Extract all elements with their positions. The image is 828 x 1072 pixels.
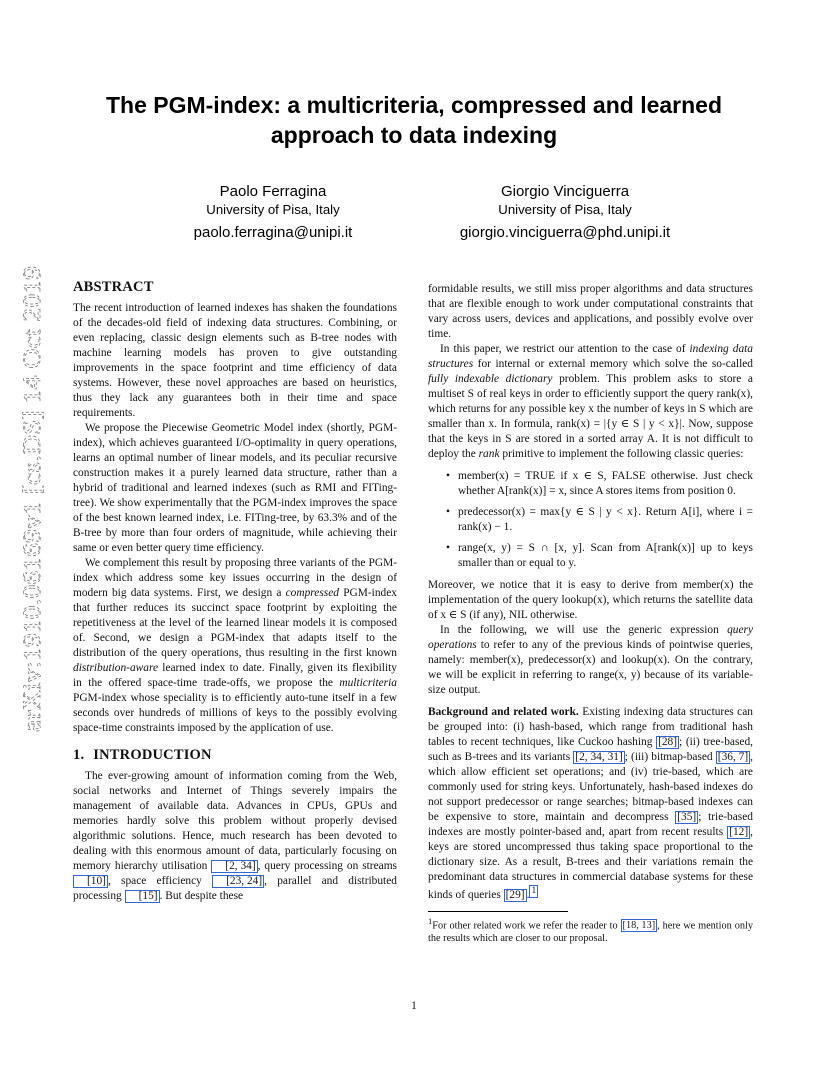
author-name: Paolo Ferragina: [219, 183, 327, 200]
title-line-1: The PGM-index: a multicriteria, compressed and learned: [105, 92, 723, 118]
introduction-heading: 1. INTRODUCTION: [73, 747, 212, 763]
body-paragraph-query-operations: In the following, we will use the generic expression query operations to refer to any of the previous kinds of pointwise queries, namely: member(x), predecessor(x) and lookup(x). On the contrary, we will be explicit in referring to range(x, y) because of its variable-size output.: [428, 624, 753, 696]
body-paragraph-lookup: Moreover, we notice that it is easy to derive from member(x) the implementation of the query lookup(x), which returns the satellite data of x ∈ S (if any), NIL otherwise.: [428, 579, 753, 621]
title-line-2: approach to data indexing: [270, 122, 558, 148]
paper-title: [60, 90, 768, 150]
right-column: [428, 282, 753, 945]
abstract-heading: ABSTRACT: [73, 279, 154, 295]
abstract-paragraph-3: We complement this result by proposing three variants of the PGM-index which address some key issues occurring in the design of modern big data systems. First, we design a compressed PGM-index that further reduces its succinct space footprint by exploiting the repetitiveness at the level of the learned linear models it is composed of. Second, we design a PGM-index that adapts itself to the distribution of the query operations, thus resulting in the first known distribution-aware learned index to date. Finally, given its flexibility in the offered space-time trade-offs, we propose the multicriteria PGM-index whose speciality is to efficiently auto-tune itself in a few seconds over hundreds of millions of keys to the possibly evolving space-time constraints imposed by the application of use.: [73, 557, 397, 734]
author-affiliation: University of Pisa, Italy: [498, 202, 632, 217]
citation-link[interactable]: [18, 13]: [622, 920, 656, 932]
abstract-paragraph-1: The recent introduction of learned indexes has shaken the foundations of the decades-old field of indexing data structures. Combining, or even replacing, classic design elements such as B-tree nodes with machine learning models has proven to give outstanding improvements in the space footprint and time efficiency of data systems. However, these novel approaches are based on heuristics, thus they lack any guarantees both in their time and space requirements.: [73, 302, 397, 419]
citation-link[interactable]: [29]: [505, 888, 525, 901]
introduction-paragraph-1: The ever-growing amount of information coming from the Web, social networks and Internet of Things severely impairs the management of available data. Advances in CPUs, GPUs and memories hardly solve this problem without properly devised algorithmic solutions. Hence, much research has been devoted to dealing with this enormous amount of data, particularly focusing on memory hierarchy utilisation [2, 34] , query processing on streams [10] , space efficiency [23, 24] , parallel and distributed processing [15] . But despite these: [73, 770, 397, 902]
author-block: [168, 182, 378, 243]
citation-link[interactable]: [15]: [125, 890, 160, 903]
background-heading: Background and related work.: [428, 706, 579, 718]
abstract-paragraph-2: We propose the Piecewise Geometric Model index (shortly, PGM-index), which achieves guaranteed I/O-optimality in query operations, learns an optimal number of linear models, and its peculiar recursive construction makes it a purely learned data structure, rather than a hybrid of traditional and learned indexes (such as RMI and FITing-tree). We show experimentally that the PGM-index improves the space of the best known learned index, i.e. FITing-tree, by 63.3% and of the B-tree by more than four orders of magnitude, while achieving their same or even better query time efficiency.: [73, 422, 397, 554]
citation-link[interactable]: [23, 24]: [212, 875, 264, 888]
arxiv-watermark: [12, 262, 50, 740]
citation-link[interactable]: [28]: [658, 736, 678, 748]
citation-link[interactable]: [2, 34, 31]: [575, 751, 623, 763]
author-block: [440, 182, 690, 243]
footnote: $^1$For other related work we refer the reader to [18, 13] , here we mention only the results which are closer to our proposal.: [428, 915, 754, 945]
author-name: Giorgio Vinciguerra: [500, 183, 630, 200]
citation-link[interactable]: [36, 7]: [717, 751, 749, 763]
author-email: paolo.ferragina@unipi.it: [193, 224, 353, 241]
query-list-item: • range(x, y) = S ∩ [x, y]. Scan from A[rank(x)] up to keys smaller than or equal to y.: [428, 541, 753, 571]
footnote-rule: [428, 911, 568, 912]
citation-link[interactable]: [12]: [729, 826, 749, 838]
body-paragraph-indexing: In this paper, we restrict our attention to the case of indexing data structures for internal or external memory which solve the so-called fully indexable dictionary problem. This problem asks to store a multiset S of real keys in order to efficiently support the query rank(x), which returns for any possible key x the number of keys in S which are smaller than x. In formula, rank(x) = |{y ∈ S | y < x}|. Now, suppose that the keys in S are stored in a sorted array A. It is not difficult to deploy the rank primitive to implement the following classic queries:: [428, 343, 753, 460]
author-affiliation: University of Pisa, Italy: [206, 202, 340, 217]
arxiv-identifier: arXiv:1910.06169v1 [cs.DS] 14 Oct 2019: [17, 304, 46, 732]
background-paragraph: Background and related work. Existing indexing data structures can be grouped into: (i) hash-based, which range from traditional hash tables to recent techniques, like Cuckoo hashing [28] ; (ii) tree-based, such as B-trees and its variants [2, 34, 31] ; (iii) bitmap-based [36, 7] , which allow efficient set operations; and (iv) trie-based, which are commonly used for string keys. Unfortunately, hash-based indexes do not support predecessor or range searches; bitmap-based indexes can be expensive to store, maintain and decompress [35] ; trie-based indexes are mostly pointer-based and, apart from recent results [12] , keys are stored uncompressed thus taking space proportional to the dictionary size. As a result, B-trees and their variations remain the predominant data structures in commercial database systems for these kinds of queries [29] . $^1$: [428, 706, 754, 901]
left-column: [73, 278, 397, 904]
query-list-item: • predecessor(x) = max{y ∈ S | y < x}. Return A[i], where i = rank(x) − 1.: [428, 505, 753, 535]
footnote-marker[interactable]: 1: [531, 886, 537, 896]
author-email: giorgio.vinciguerra@phd.unipi.it: [459, 224, 671, 241]
body-paragraph-continued: formidable results, we still miss proper algorithms and data structures that are flexible enough to work under computational constraints that vary across users, devices and applications, and possibly evolve over time.: [428, 283, 753, 340]
page-number: 1: [411, 1000, 417, 1012]
citation-link[interactable]: [35]: [677, 811, 697, 823]
query-list: [428, 469, 753, 571]
citation-link[interactable]: [10]: [73, 875, 108, 888]
query-list-item: • member(x) = TRUE if x ∈ S, FALSE otherwise. Just check whether A[rank(x)] = x, since A stores items from position 0.: [428, 469, 753, 499]
citation-link[interactable]: [2, 34]: [211, 860, 257, 873]
